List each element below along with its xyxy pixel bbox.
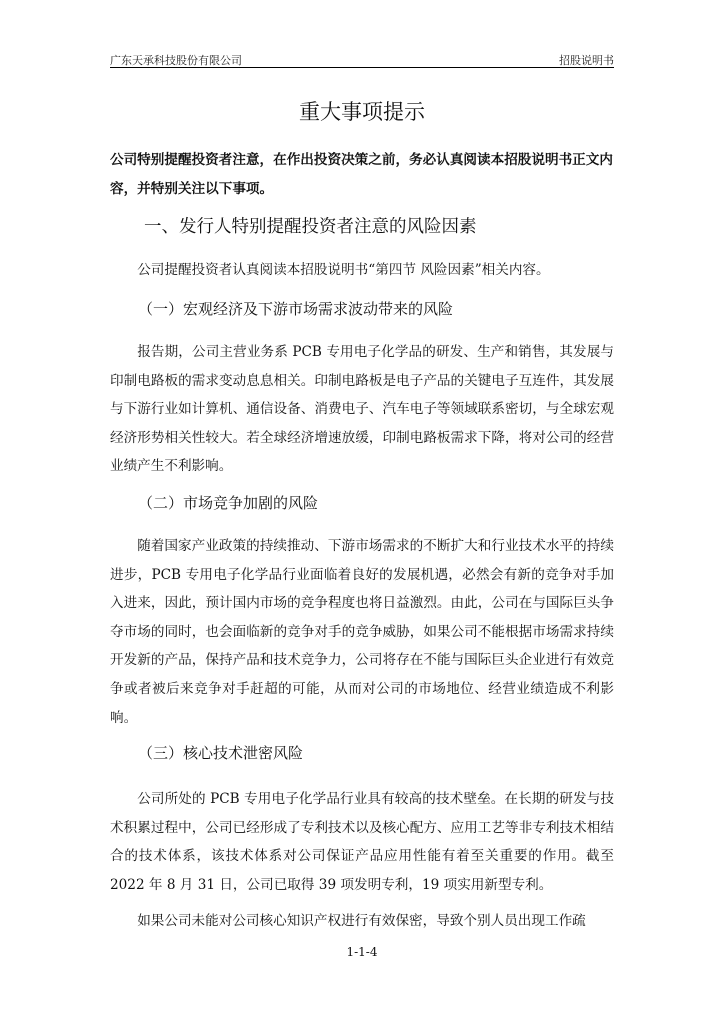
header-company-name: 广东天承科技股份有限公司 bbox=[110, 54, 242, 67]
header-divider bbox=[110, 67, 614, 68]
section-intro-paragraph: 公司提醒投资者认真阅读本招股说明书“第四节 风险因素”相关内容。 bbox=[137, 262, 550, 278]
paragraph-macro-risk: 报告期，公司主营业务系 PCB 专用电子化学品的研发、生产和销售，其发展与印制电路板的需求变动息息相关。印制电路板是电子产品的关键电子互连件，其发展与下游行业如计算机、通信设备、消费电子、汽车电子等领域联系密切，与全球宏观经济形势相关性较大。若全球经济增速放缓，印制电路板需求下降，将对公司的经营业绩产生不利影响。 bbox=[110, 344, 614, 475]
header-document-type: 招股说明书 bbox=[559, 54, 614, 67]
section-heading-risk-factors: 一、发行人特别提醒投资者注意的风险因素 bbox=[144, 217, 477, 237]
paragraph-competition-risk: 随着国家产业政策的持续推动、下游市场需求的不断扩大和行业技术水平的持续进步，PCB 专用电子化学品行业面临着良好的发展机遇，必然会有新的竞争对手加入进来，因此，预计国内市场的竞争程度也将日益激烈。由此，公司在与国际巨头争夺市场的同时，也会面临新的竞争对手的竞争威胁，如果公司不能根据市场需求持续开发新的产品，保持产品和技术竞争力，公司将存在不能与国际巨头企业进行有效竞争或者被后来竞争对手赶超的可能，从而对公司的市场地位、经营业绩造成不利影响。 bbox=[110, 538, 614, 726]
paragraph-tech-leak-risk-continued: 如果公司未能对公司核心知识产权进行有效保密，导致个别人员出现工作疏 bbox=[137, 913, 586, 929]
page-header bbox=[110, 50, 614, 68]
paragraph-tech-leak-risk: 公司所处的 PCB 专用电子化学品行业具有较高的技术壁垒。在长期的研发与技术积累过程中，公司已经形成了专利技术以及核心配方、应用工艺等非专利技术相结合的技术体系，该技术体系对公司保证产品应用性能有着至关重要的作用。截至 2022 年 8 月 31 日，公司已取得 39 项发明专利，19 项实用新型专利。 bbox=[110, 791, 614, 893]
subsection-heading-tech-leak-risk: （三）核心技术泄密风险 bbox=[138, 744, 304, 762]
page-title: 重大事项提示 bbox=[299, 100, 425, 124]
subsection-heading-competition-risk: （二）市场竞争加剧的风险 bbox=[138, 494, 319, 512]
investor-notice: 公司特别提醒投资者注意，在作出投资决策之前，务必认真阅读本招股说明书正文内容，并特别关注以下事项。 bbox=[110, 152, 613, 197]
subsection-heading-macro-risk: （一）宏观经济及下游市场需求波动带来的风险 bbox=[138, 300, 454, 318]
page-number: 1-1-4 bbox=[346, 945, 378, 959]
